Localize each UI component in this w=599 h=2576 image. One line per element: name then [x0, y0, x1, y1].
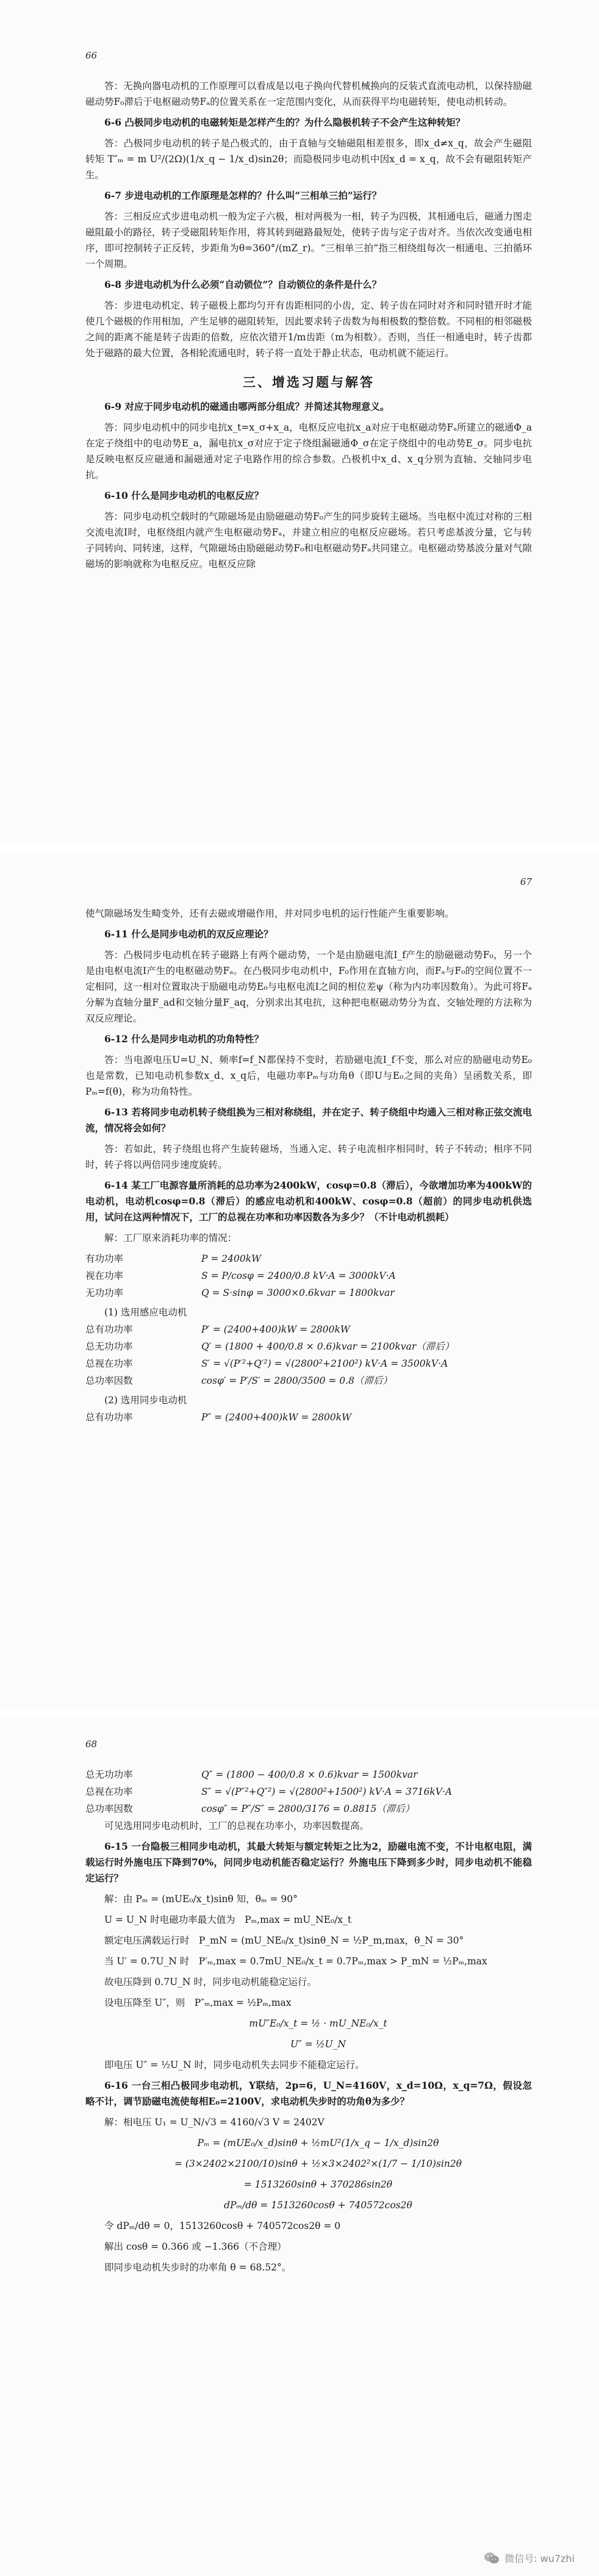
calc-row — [85, 1285, 532, 1301]
calc-label: 总有功功率 — [85, 1412, 133, 1423]
page-gap — [0, 1708, 599, 1717]
solution-line: 即电压 U″ = ½U_N 时，同步电动机失去同步不能稳定运行。 — [104, 2059, 365, 2070]
calc-row — [85, 1409, 532, 1425]
question-6-7: 6-7 步进电动机的工作原理是怎样的？什么叫“三相单三拍”运行？ — [104, 190, 382, 201]
answer-6-8: 答：步进电动机定、转子磁极上都均匀开有齿距相同的小齿，定、转子齿在同时对齐和同时错开时才能使几个磁极的作用相加，产生足够的磁阻转矩，因此要求转子齿数为每相极数的整倍数。不同相的相邻磁极之间的距离不能是转子齿距的倍数，应依次错开1/m齿距（m为相数）。否则，当任一相通电时，转子齿都处于磁路的最大位置，各相轮流通电时，转子将一直处于静止状态，电动机就不能运行。 — [85, 300, 532, 359]
calc-value: S″ = √(P″²+Q″²) = √(2800²+1500²) kV·A = 3716kV·A — [201, 1786, 453, 1797]
page-gap — [0, 843, 599, 852]
page-66-content — [85, 78, 532, 577]
calc-label: 总视在功率 — [85, 1786, 133, 1797]
calc-label: 总功率因数 — [85, 1803, 133, 1814]
page-number: 66 — [85, 50, 98, 61]
question-6-13: 6-13 若将同步电动机转子绕组换为三相对称绕组，并在定子、转子绕组中均通入三相对称正弦交流电流，情况将会如何？ — [85, 1106, 532, 1134]
wechat-watermark — [484, 2551, 575, 2565]
question-6-15: 6-15 一台隐极三相同步电动机，其最大转矩与额定转矩之比为2，励磁电流不变，不计电枢电阻，满载运行时外施电压下降到70%，问同步电动机能否稳定运行？外施电压下降到多少时，同步电动机不能稳定运行？ — [85, 1841, 532, 1884]
page-67-content — [85, 906, 532, 1426]
question-6-6: 6-6 凸极同步电动机的电磁转矩是怎样产生的？为什么隐极机转子不会产生这种转矩？ — [104, 116, 465, 128]
page-67 — [0, 852, 599, 1708]
section-title: 三、增选习题与解答 — [243, 374, 375, 390]
calc-value: cosφ′ = P′/S′ = 2800/3500 = 0.8（滞后） — [201, 1375, 392, 1386]
solution-line: 即同步电动机失步时的功率角 θ = 68.52°。 — [104, 2262, 292, 2273]
calc-row — [85, 1356, 532, 1372]
calc-value: Q = S·sinφ = 3000×0.6kvar = 1800kvar — [201, 1287, 395, 1298]
solution-line: 解：相电压 U₁ = U_N/√3 = 4160/√3 V = 2402V — [104, 2117, 325, 2128]
question-6-14: 6-14 某工厂电源容量所消耗的总功率为2400kW，cosφ=0.8（滞后），今欲增加功率为400kW的电动机，电动机cosφ=0.8（滞后）的感应电动机和400kW、cosφ=0.8（超前）的同步电动机供选用，试问在这两种情况下，工厂的总视在功率和功率因数各为多少？（不计电动机损耗） — [85, 1179, 532, 1223]
calc-row — [85, 1373, 532, 1389]
calc-value: Q′ = (1800 + 400/0.8 × 0.6)kvar = 2100kvar（滞后） — [201, 1341, 454, 1352]
solution-6-15 — [85, 1891, 532, 2073]
solution-formula: dPₘ/dθ = 1513260cosθ + 740572cos2θ — [224, 2200, 412, 2211]
solution-line: 额定电压满载运行时 P_mN = (mU_NE₀/x_t)sinθ_N = ½P_m,max，θ_N = 30° — [104, 1935, 464, 1946]
answer-6-7: 答：三相反应式步进电动机一般为定子六极，相对两极为一相，转子为四极，其相通电后，磁通力图走磁阻最小的路径，转子受磁阻转矩作用，将其转到磁路最短处，使转子齿与定子齿对齐。当依次改变通电相序，即可控制转子正反转，步距角为θ=360°/(mZ_r)。“三相单三拍”指三相绕组每次一相通电、三拍循环一个周期。 — [85, 211, 532, 270]
question-6-10: 6-10 什么是同步电动机的电枢反应？ — [104, 490, 264, 501]
answer-6-12: 答：当电源电压U=U_N、频率f=f_N都保持不变时，若励磁电流I_f不变，那么对应的励磁电动势E₀也是常数，已知电动机参数x_d、x_q后，电磁功率Pₘ与功角θ（即U与E₀之间的夹角）呈函数关系，即Pₘ=f(θ)，称为功角特性。 — [85, 1054, 532, 1097]
page-68 — [0, 1717, 599, 2576]
answer-6-5: 答：无换向器电动机的工作原理可以看成是以电子换向代替机械换向的反装式直流电动机，以保持励磁磁动势F₀滞后于电枢磁动势Fₐ的位置关系在一定范围内变化，从而获得平均电磁转矩，使电动机转动。 — [85, 80, 532, 107]
calc-row — [85, 1268, 532, 1284]
calc-value: S = P/cosφ = 2400/0.8 kV·A = 3000kV·A — [201, 1270, 396, 1281]
calc-label: 无功功率 — [85, 1287, 124, 1298]
question-6-12: 6-12 什么是同步电动机的功角特性？ — [104, 1033, 264, 1045]
solution-formula: Pₘ = (mUE₀/x_d)sinθ + ½mU²(1/x_q − 1/x_d)sin2θ — [197, 2138, 439, 2148]
solution-line: 解：由 Pₘ = (mUE₀/x_t)sinθ 知，θₘ = 90° — [104, 1894, 298, 1905]
answer-6-9: 答：同步电动机中的同步电抗x_t=x_σ+x_a，电枢反应电抗x_a对应于电枢磁动势Fₐ所建立的磁通Φ_a在定子绕组中的电动势E_a，漏电抗x_σ对应于定子绕组漏磁通Φ_σ在定子绕组中的电动势E_σ。同步电抗是反映电枢反应磁通和漏磁通对定子电路作用的综合参数。凸极机中x_d、x_q分别为直轴、交轴同步电抗。 — [85, 422, 532, 481]
solution-formula: U″ = ½U_N — [290, 2039, 346, 2050]
calc-row — [85, 1339, 532, 1354]
answer-6-11: 答：凸极同步电动机在转子磁路上有两个磁动势，一个是由励磁电流I_f产生的励磁磁动势F₀，另一个是由电枢电流I产生的电枢磁动势Fₐ。在凸极同步电动机中，F₀作用在直轴方向，而Fₐ与F₀的空间位置不一定相同，这一相对位置取决于励磁电动势E₀与电枢电流I之间的相位差ψ（称为内功率因数角）。为此可将Fₐ分解为直轴分量F_ad和交轴分量F_aq，分别求出其电抗，这种把电枢磁动势分为直、交轴处理的方法称为双反应理论。 — [85, 950, 532, 1024]
calc-value: P″ = (2400+400)kW = 2800kW — [201, 1412, 352, 1423]
case-2-heading: (2) 选用同步电动机 — [104, 1395, 187, 1406]
page-66 — [0, 0, 599, 843]
case-1-heading: (1) 选用感应电动机 — [104, 1307, 187, 1318]
solution-line: 解出 cosθ = 0.366 或 −1.366（不合理） — [104, 2241, 287, 2252]
solution-formula: mU″E₀/x_t = ½ · mU_NE₀/x_t — [249, 2018, 387, 2029]
calc-label: 总无功功率 — [85, 1341, 133, 1352]
page-number: 68 — [85, 1739, 98, 1750]
question-6-9: 6-9 对应于同步电动机的磁通由哪两部分组成？并简述其物理意义。 — [104, 401, 390, 412]
conclusion-6-14: 可见选用同步电动机时，工厂的总视在功率小，功率因数提高。 — [104, 1820, 370, 1831]
solution-line: 令 dPₘ/dθ = 0，1513260cosθ + 740572cos2θ = 0 — [104, 2220, 341, 2231]
page-number: 67 — [520, 876, 532, 887]
solution-line: 当 U′ = 0.7U_N 时 P′ₘ,max = 0.7mU_NE₀/x_t = 0.7Pₘ,max > P_mN = ½Pₘ,max — [104, 1956, 487, 1967]
solution-formula: = 1513260sinθ + 370286sin2θ — [243, 2179, 393, 2190]
answer-6-6: 答：凸极同步电动机的转子是凸极式的，由于直轴与交轴磁阻相差很多，即x_d≠x_q，故会产生磁阻转矩 T″ₘ = m U²/(2Ω)(1/x_q − 1/x_d)sin2θ；而隐极同步电动机中因x_d = x_q，故不会有磁阻转矩产生。 — [85, 138, 532, 181]
solution-formula: = (3×2402×2100/10)sinθ + ½×3×2402²×(1/7 − 1/10)sin2θ — [174, 2158, 462, 2169]
question-6-8: 6-8 步进电动机为什么必须“自动锁位”？自动锁位的条件是什么？ — [104, 279, 382, 290]
answer-6-13: 答：若如此，转子绕组也将产生旋转磁场，当通入定、转子电流相序相同时，转子不转动；相序不同时，转子将以两倍同步速度旋转。 — [85, 1143, 532, 1170]
calc-value: S′ = √(P′²+Q′²) = √(2800²+2100²) kV·A = 3500kV·A — [201, 1358, 448, 1369]
answer-6-10: 答：同步电动机空载时的气隙磁场是由励磁磁动势F₀产生的同步旋转主磁场。当电枢中流过对称的三相交流电流I时，电枢绕组内就产生电枢磁动势Fₐ，并建立相应的电枢反应磁场。若只考虑基波分量，它与转子同转向、同转速，这样，气隙磁场由励磁磁动势F₀和电枢磁动势Fₐ共同建立。电枢磁动势基波分量对气隙磁场的影响就称为电枢反应。电枢反应除 — [85, 511, 532, 570]
calc-value: cosφ″ = P″/S″ = 2800/3176 = 0.8815（滞后） — [201, 1803, 415, 1814]
calc-row — [85, 1322, 532, 1337]
calc-label: 总功率因数 — [85, 1375, 133, 1386]
calc-value: P′ = (2400+400)kW = 2800kW — [201, 1324, 350, 1335]
wechat-icon — [484, 2552, 500, 2565]
solution-6-16 — [85, 2114, 532, 2275]
question-6-11: 6-11 什么是同步电动机的双反应理论？ — [104, 928, 273, 940]
calc-value: P = 2400kW — [201, 1253, 262, 1264]
question-6-16: 6-16 一台三相凸极同步电动机，Y联结，2p=6，U_N=4160V，x_d=10Ω，x_q=7Ω，假设忽略不计，调节励磁电流使每相E₀=2100V，求电动机失步时的功角θ为多少？ — [85, 2080, 532, 2107]
solution-line: 故电压降到 0.7U_N 时，同步电动机能稳定运行。 — [104, 1977, 317, 1987]
calc-original-load — [85, 1251, 532, 1301]
calc-row — [85, 1251, 532, 1267]
page-68-content — [85, 1766, 532, 2280]
calc-row — [85, 1784, 532, 1800]
calc-label: 总视在功率 — [85, 1358, 133, 1369]
calc-synchronous-motor — [85, 1409, 532, 1425]
calc-row — [85, 1767, 532, 1783]
calc-value: Q″ = (1800 − 400/0.8 × 0.6)kvar = 1500kvar — [201, 1769, 418, 1780]
calc-label: 有功功率 — [85, 1253, 124, 1264]
calc-label: 总有功功率 — [85, 1324, 133, 1335]
watermark-text: 微信号: wu7zhi — [504, 2553, 575, 2564]
calc-row — [85, 1801, 532, 1817]
calc-label: 视在功率 — [85, 1270, 124, 1281]
calc-label: 总无功功率 — [85, 1769, 133, 1780]
answer-6-14-intro: 解：工厂原来消耗功率的情况： — [104, 1233, 237, 1243]
calc-synchronous-motor-continued — [85, 1767, 532, 1817]
solution-line: U = U_N 时电磁功率最大值为 Pₘ,max = mU_NE₀/x_t — [104, 1914, 352, 1925]
answer-6-10-continued: 使气隙磁场发生畸变外，还有去磁或增磁作用，并对同步电机的运行性能产生重要影响。 — [85, 908, 454, 919]
calc-induction-motor — [85, 1322, 532, 1389]
solution-line: 设电压降至 U″，则 P″ₘ,max = ½Pₘ,max — [104, 1997, 292, 2008]
